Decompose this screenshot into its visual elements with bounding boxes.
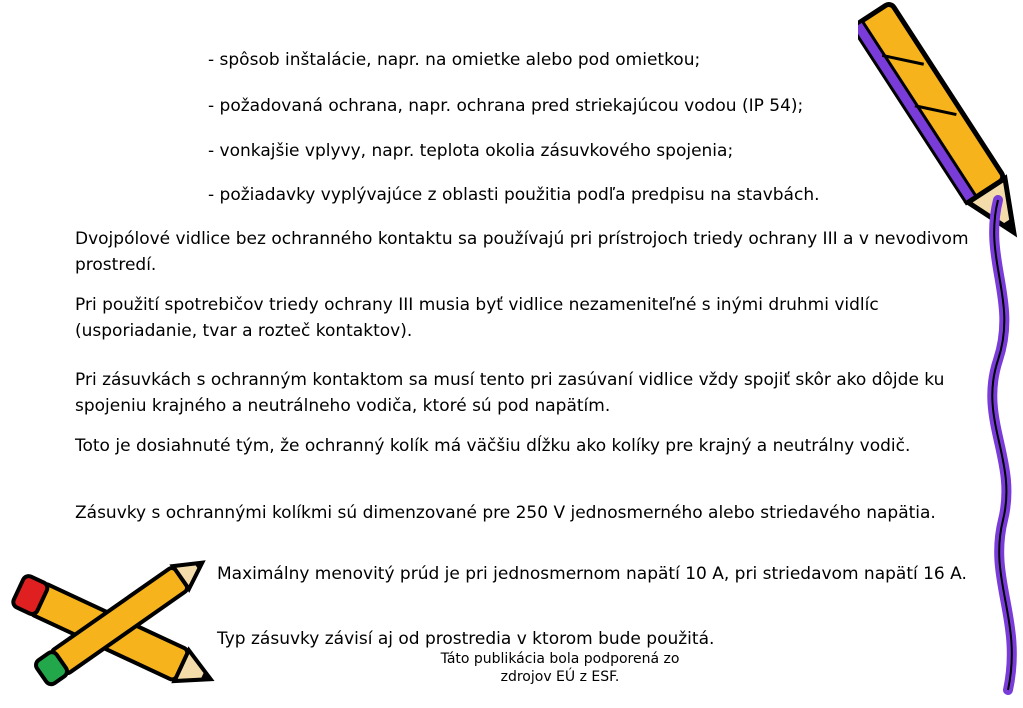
bullet-required-protection: - požadovaná ochrana, napr. ochrana pred striekajúcou vodou (IP 54);: [208, 96, 804, 116]
paragraph-pin-length: Toto je dosiahnuté tým, že ochranný kolík má väčšiu dĺžku ako kolíky pre krajný a neutrálny vodič.: [75, 436, 911, 456]
footer-line-1: Táto publikácia bola podporená zo: [440, 651, 680, 667]
paragraph-voltage-rating: Zásuvky s ochrannými kolíkmi sú dimenzované pre 250 V jednosmerného alebo striedavého napätia.: [75, 503, 936, 523]
footer-line-2: zdrojov EÚ z ESF.: [500, 669, 620, 685]
paragraph-two-pole-plugs: Dvojpólové vidlice bez ochranného kontaktu sa používajú pri prístrojoch triedy ochrany III a v nevodivom prostredí.: [75, 229, 969, 275]
bullet-usage-requirements: - požiadavky vyplývajúce z oblasti použitia podľa predpisu na stavbách.: [208, 185, 820, 205]
paragraph-max-current: Maximálny menovitý prúd je pri jednosmernom napätí 10 A, pri striedavom napätí 16 A.: [217, 564, 967, 584]
paragraph-protective-contact: Pri zásuvkách s ochranným kontaktom sa musí tento pri zasúvaní vidlice vždy spojiť skôr ako dôjde ku spojeniu krajného a neutrálneho vodiča, ktoré sú pod napätím.: [75, 370, 945, 416]
pencil-clipart-top-right-icon: [858, 0, 1023, 708]
footer-note: [360, 650, 760, 686]
paragraph-socket-type: Typ zásuvky závisí aj od prostredia v ktorom bude použitá.: [217, 629, 715, 649]
bullet-external-influences: - vonkajšie vplyvy, napr. teplota okolia zásuvkového spojenia;: [208, 141, 734, 161]
pencils-clipart-bottom-left-icon: [0, 560, 230, 708]
bullet-installation-method: - spôsob inštalácie, napr. na omietke alebo pod omietkou;: [208, 50, 701, 70]
paragraph-class-iii-plugs: Pri použití spotrebičov triedy ochrany III musia byť vidlice nezameniteľné s inými druhmi vidlíc (usporiadanie, tvar a rozteč kontaktov).: [75, 295, 879, 341]
